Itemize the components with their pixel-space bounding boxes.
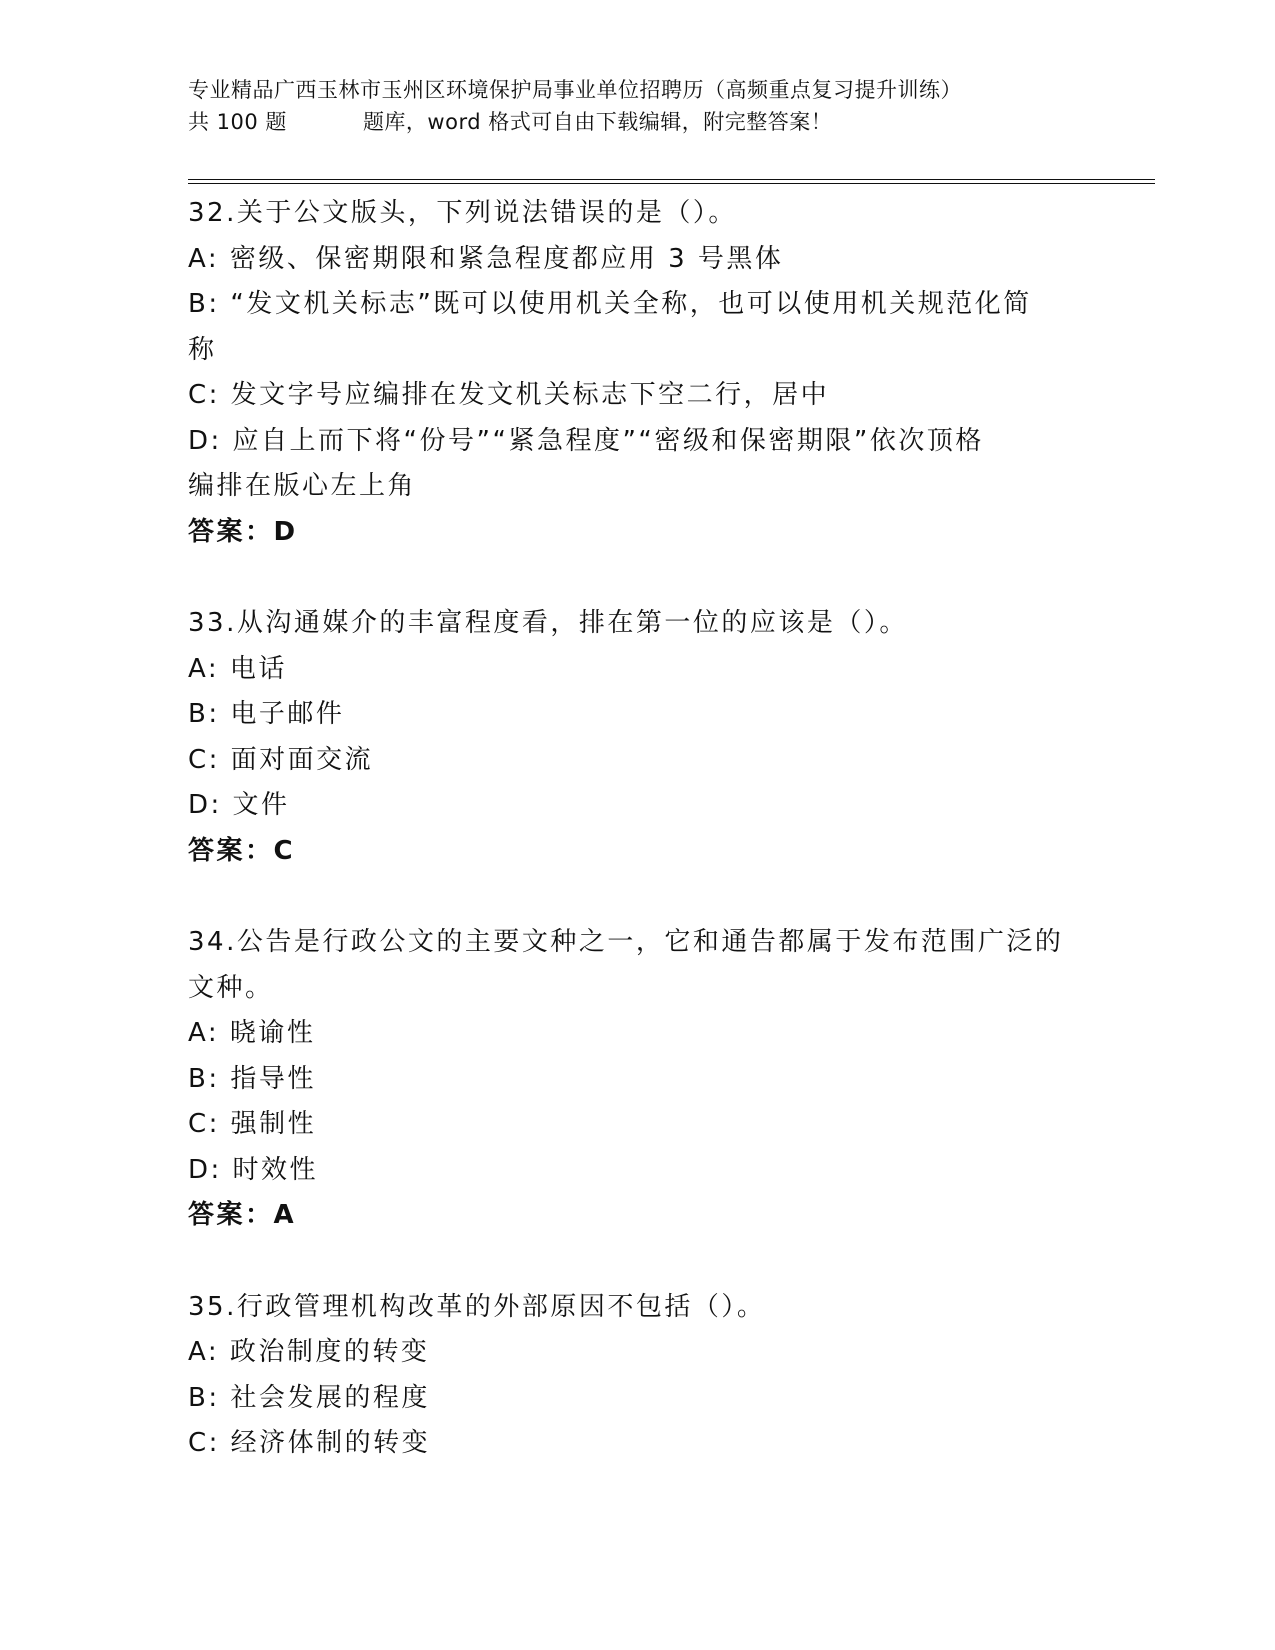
option-a: A: 政治制度的转变	[188, 1337, 430, 1367]
question-stem: 32.关于公文版头，下列说法错误的是（）。	[188, 198, 737, 228]
header-rule-top	[188, 179, 1155, 180]
option-a: A: 密级、保密期限和紧急程度都应用 3 号黑体	[188, 243, 784, 274]
option-c: C: 面对面交流	[188, 744, 374, 775]
question-stem: 33.从沟通媒介的丰富程度看，排在第一位的应该是（）。	[188, 608, 908, 638]
answer: 答案：D	[188, 516, 298, 547]
option-b: B: 指导性	[188, 1063, 316, 1094]
header-subtitle	[188, 106, 1088, 138]
option-c: C: 强制性	[188, 1109, 317, 1139]
option-d: D: 文件	[188, 790, 290, 820]
header-title: 专业精品广西玉林市玉州区环境保护局事业单位招聘历（高频重点复习提升训练）	[188, 78, 962, 102]
question-list	[188, 191, 1088, 1467]
header-rule-bottom	[188, 183, 1155, 184]
answer: 答案：A	[188, 1200, 297, 1230]
question-stem: 35.行政管理机构改革的外部原因不包括（）。	[188, 1291, 766, 1322]
option-b: B: “发文机关标志”既可以使用机关全称，也可以使用机关规范化简	[188, 289, 1032, 319]
option-c: C: 发文字号应编排在发文机关标志下空二行，居中	[188, 380, 830, 410]
document-header	[188, 74, 1088, 138]
question-stem-continued: 文种。	[188, 972, 274, 1003]
header-question-count: 共 100 题	[188, 110, 287, 134]
question-33	[188, 601, 1088, 874]
option-b-continued: 称	[188, 334, 217, 365]
option-b: B: 社会发展的程度	[188, 1382, 430, 1413]
option-b: B: 电子邮件	[188, 699, 345, 729]
answer: 答案：C	[188, 835, 296, 866]
question-32	[188, 191, 1088, 555]
option-d: D: 应自上而下将“份号”“紧急程度”“密级和保密期限”依次顶格	[188, 425, 984, 456]
question-34	[188, 920, 1088, 1239]
question-35	[188, 1285, 1088, 1467]
option-c: C: 经济体制的转变	[188, 1428, 431, 1458]
option-d: D: 时效性	[188, 1154, 319, 1185]
header-description: 题库，word 格式可自由下载编辑，附完整答案！	[362, 110, 833, 134]
question-stem: 34.公告是行政公文的主要文种之一，它和通告都属于发布范围广泛的	[188, 927, 1064, 957]
option-a: A: 晓谕性	[188, 1018, 316, 1048]
option-d-continued: 编排在版心左上角	[188, 471, 417, 501]
option-a: A: 电话	[188, 653, 287, 684]
